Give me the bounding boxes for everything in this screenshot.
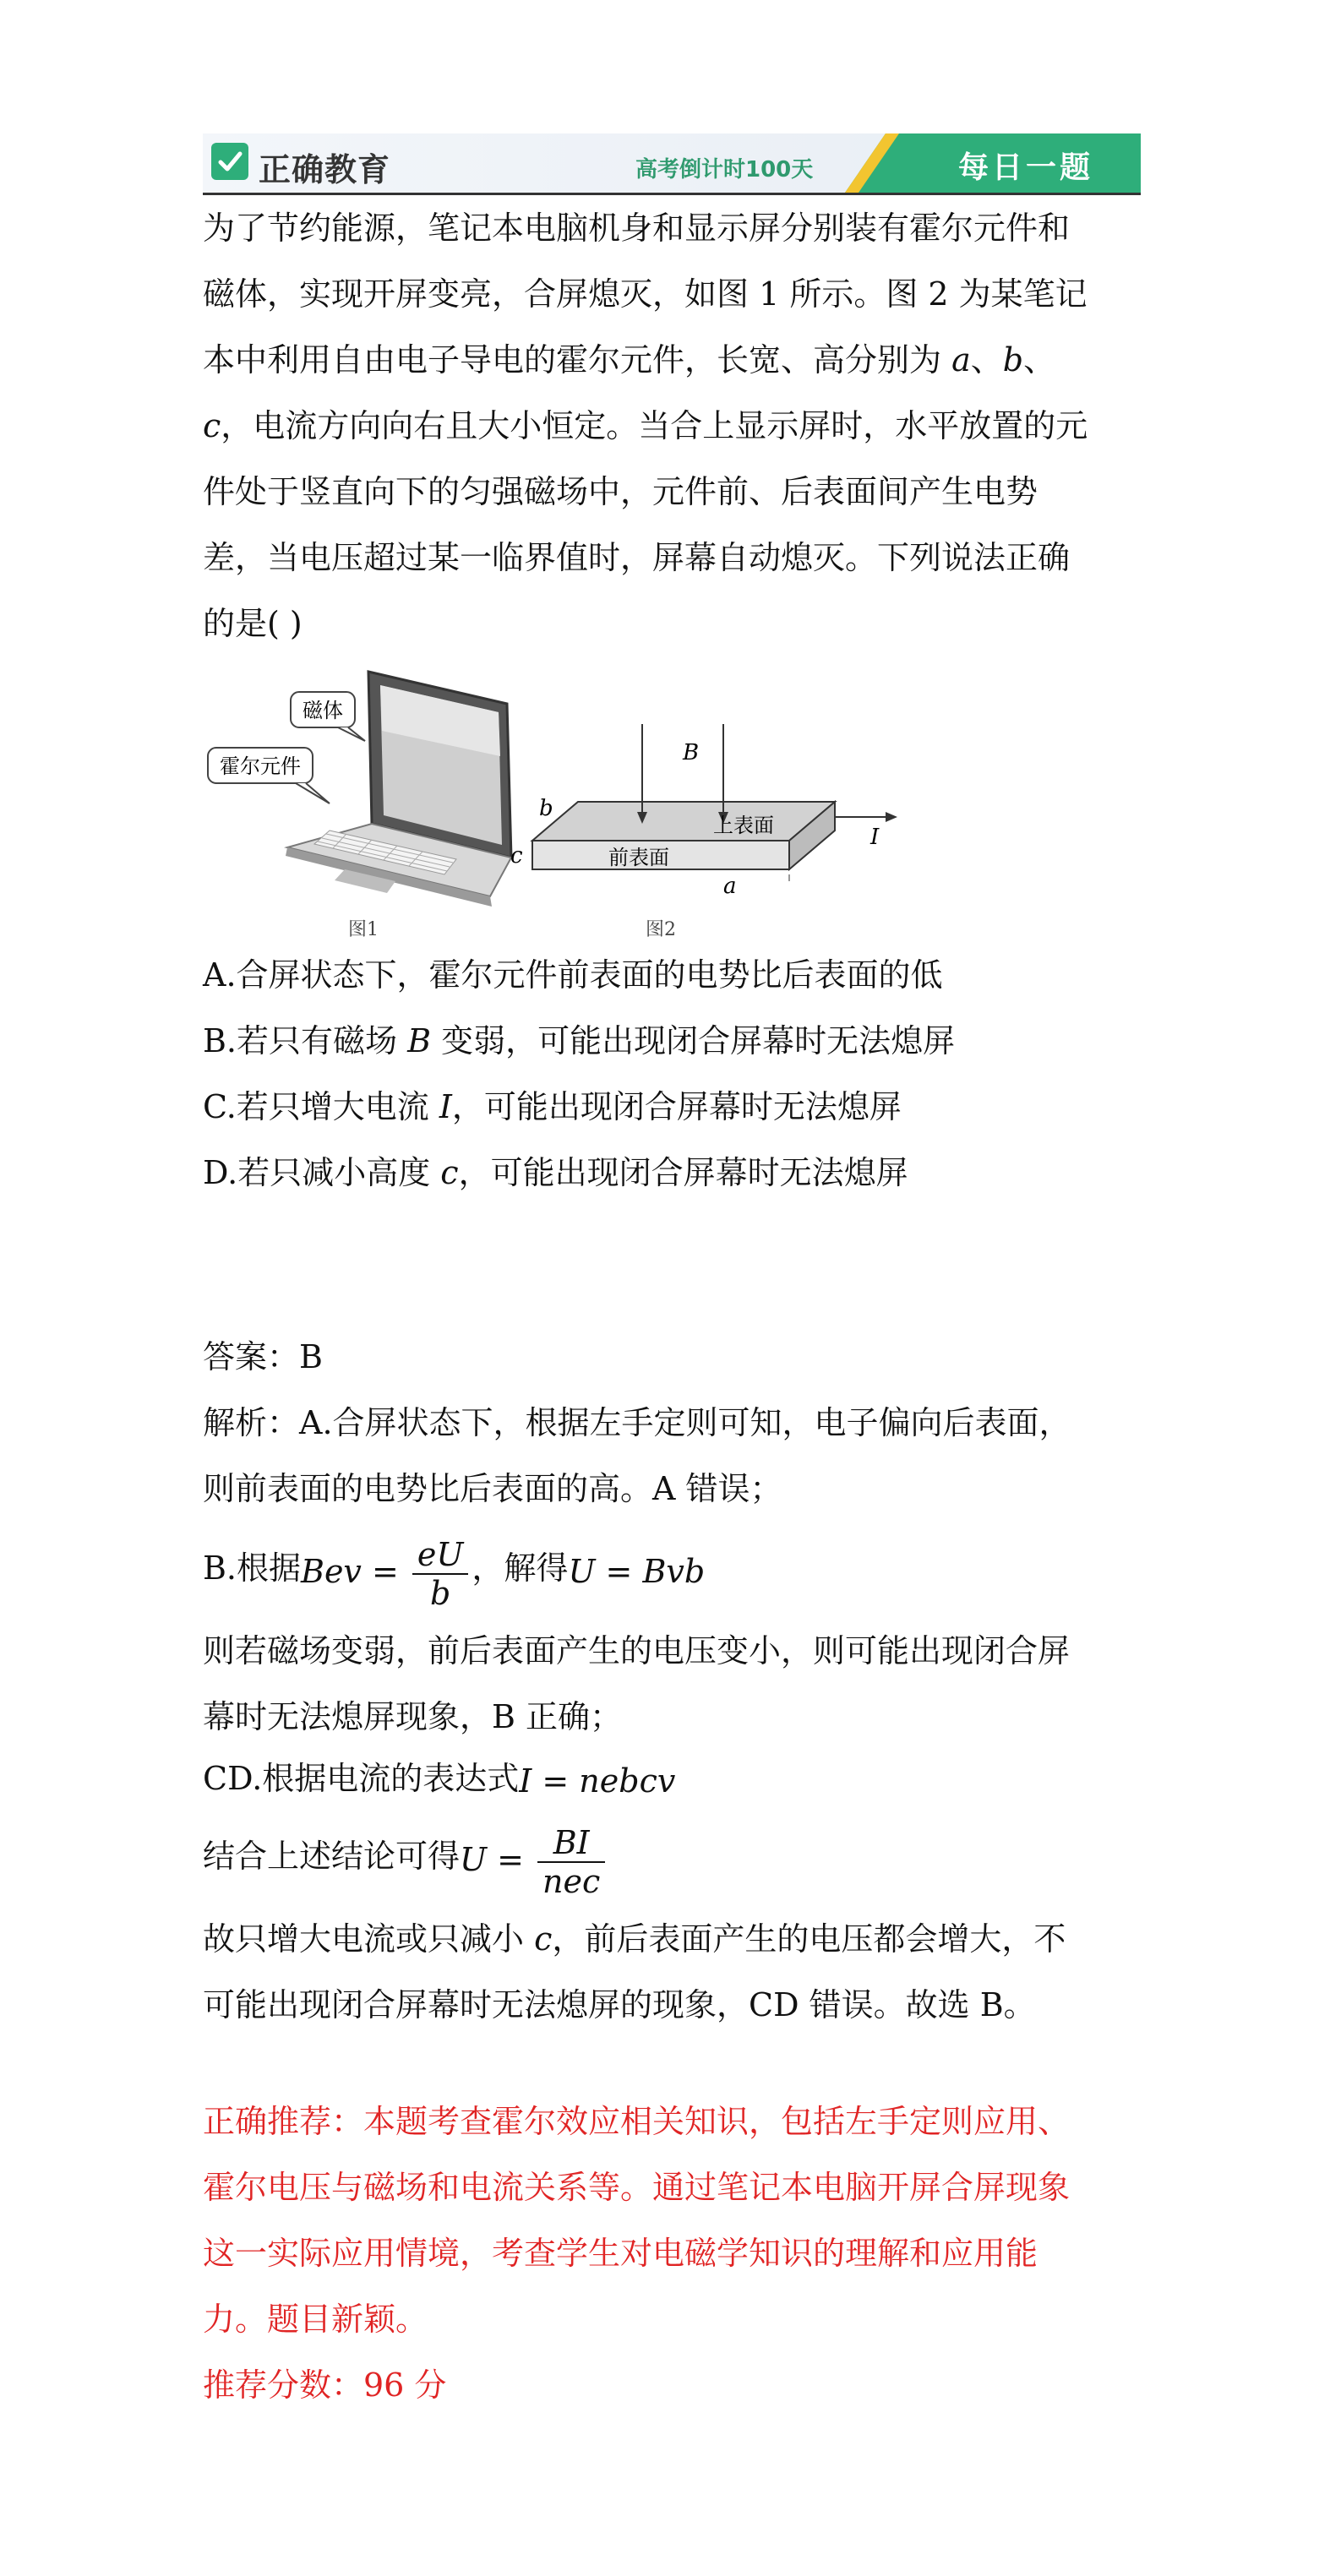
label-front-surface: 前表面 — [608, 846, 669, 869]
answer-section — [203, 1324, 1141, 2038]
question-line: 本中利用自由电子导电的霍尔元件，长宽、高分别为 a、b、 — [203, 341, 1056, 379]
option-d: D.若只减小高度 c，可能出现闭合屏幕时无法熄屏 — [203, 1154, 908, 1191]
caption-figure1: 图1 — [348, 919, 379, 940]
label-current-I: I — [870, 825, 880, 850]
recommend-score: 推荐分数：96 分 — [203, 2366, 447, 2404]
figure-illustration — [203, 663, 1141, 942]
option-a: A.合屏状态下，霍尔元件前表面的电势比后表面的低 — [203, 956, 943, 994]
document-page — [203, 133, 1141, 2418]
equation-4: U = $\frac{BI}{\text{nec}}$ — [460, 1813, 608, 1906]
answer-label: 答案：B — [203, 1338, 323, 1375]
recommend-line: 霍尔电压与磁场和电流关系等。通过笔记本电脑开屏合屏现象 — [203, 2168, 1071, 2206]
header-banner — [203, 133, 1141, 195]
figure — [203, 663, 1141, 942]
analysis-equation-line: 结合上述结论可得U = $\frac{BI}{\text{nec}}$ — [203, 1810, 1141, 1906]
label-a: a — [723, 874, 737, 899]
analysis-line: 可能出现闭合屏幕时无法熄屏的现象，CD 错误。故选 B。 — [203, 1985, 1036, 2023]
question-line: 磁体，实现开屏变亮，合屏熄灭，如图 1 所示。图 2 为某笔记 — [203, 275, 1088, 313]
analysis-line: 幕时无法熄屏现象，B 正确； — [203, 1697, 623, 1735]
equation-3: I = nebcv — [519, 1762, 676, 1800]
recommend-line: 正确推荐：本题考查霍尔效应相关知识，包括左手定则应用、 — [203, 2102, 1071, 2140]
hall-element-illustration — [532, 724, 897, 881]
label-hall: 霍尔元件 — [220, 754, 301, 778]
option-b: B.若只有磁场 B 变弱，可能出现闭合屏幕时无法熄屏 — [203, 1022, 956, 1059]
question-line: 差，当电压超过某一临界值时，屏幕自动熄灭。下列说法正确 — [203, 539, 1071, 576]
label-top-surface: 上表面 — [713, 814, 774, 837]
option-c: C.若只增大电流 I，可能出现闭合屏幕时无法熄屏 — [203, 1088, 902, 1125]
equation-1: Bev = $\frac{eU}{b}$ — [301, 1525, 472, 1618]
magnet-callout — [291, 692, 365, 741]
question-line: 的是( ) — [203, 605, 303, 642]
check-logo-icon — [211, 143, 248, 180]
label-magnet: 磁体 — [303, 699, 343, 722]
question-line: c，电流方向向右且大小恒定。当合上显示屏时，水平放置的元 — [203, 407, 1088, 444]
daily-question-label: 每日一题 — [957, 150, 1093, 185]
daily-question-tag — [845, 133, 1141, 193]
recommend-line: 力。题目新颖。 — [203, 2300, 428, 2338]
countdown-text: 高考倒计时100天 — [635, 157, 814, 182]
equation-2: U = Bvb — [568, 1552, 706, 1590]
analysis-line: 则若磁场变弱，前后表面产生的电压变小，则可能出现闭合屏 — [203, 1631, 1071, 1669]
options — [203, 942, 1141, 1206]
var-c: c — [203, 407, 221, 444]
var-b: b — [1002, 341, 1024, 379]
analysis-line: 则前表面的电势比后表面的高。A 错误； — [203, 1470, 782, 1507]
var-a: a — [951, 341, 971, 379]
question-stem — [203, 195, 1141, 656]
brand-name: 正确教育 — [259, 151, 391, 188]
question-line: 为了节约能源，笔记本电脑机身和显示屏分别装有霍尔元件和 — [203, 210, 1071, 247]
analysis-equation-line: B.根据Bev = $\frac{eU}{b}$ ，解得U = Bvb — [203, 1522, 1141, 1618]
caption-figure2: 图2 — [646, 919, 676, 940]
analysis-line: 故只增大电流或只减小 c，前后表面产生的电压都会增大，不 — [203, 1920, 1066, 1958]
hall-callout — [208, 748, 330, 803]
label-field-B: B — [683, 740, 700, 765]
analysis-equation-line: CD.根据电流的表达式I = nebcv — [203, 1750, 1141, 1811]
label-c: c — [510, 843, 523, 869]
recommendation-section — [203, 2089, 1141, 2418]
label-b: b — [539, 796, 553, 821]
question-line: 件处于竖直向下的匀强磁场中，元件前、后表面间产生电势 — [203, 473, 1038, 510]
analysis-line: 解析：A.合屏状态下，根据左手定则可知，电子偏向后表面， — [203, 1404, 1071, 1441]
recommend-line: 这一实际应用情境，考查学生对电磁学知识的理解和应用能 — [203, 2234, 1038, 2272]
